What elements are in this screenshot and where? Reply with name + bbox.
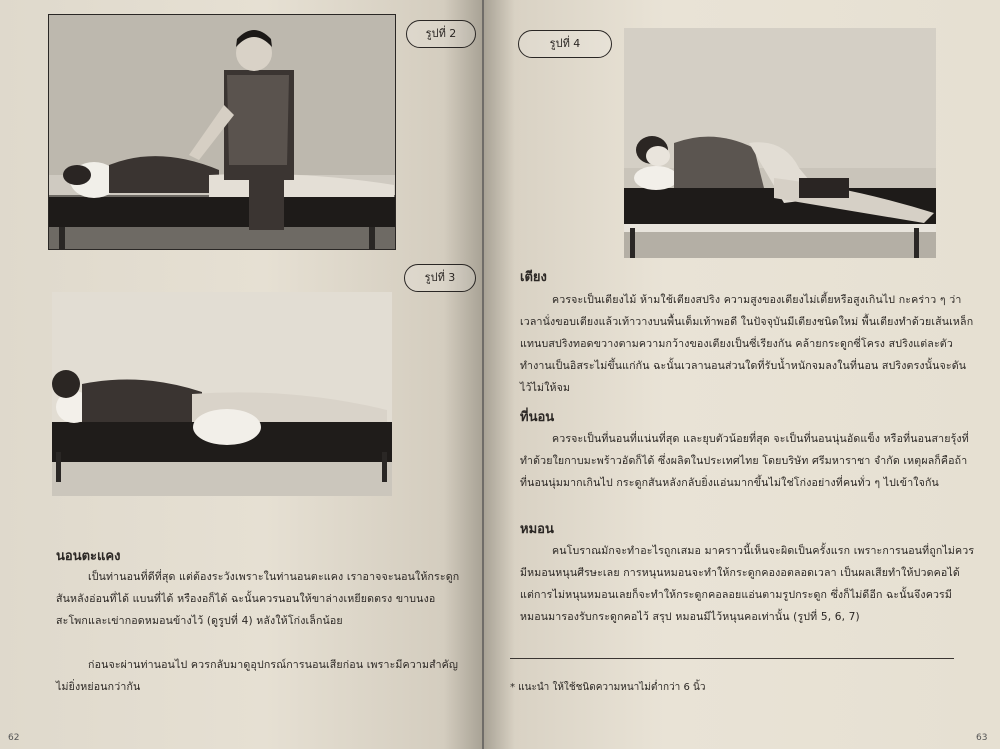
left-paragraph-2 xyxy=(56,654,462,698)
left-paragraph-1 xyxy=(56,566,462,632)
left-page-number: 62 xyxy=(8,733,20,743)
figure-4-label: รูปที่ 4 xyxy=(518,30,612,58)
left-paragraph-2-text: ก่อนจะผ่านท่านอนไป ควรกลับมาดูอุปกรณ์การนอนเสียก่อน เพราะมีความสำคัญไม่ยิ่งหย่อนกว่ากัน xyxy=(56,659,459,693)
figure-4-photo xyxy=(624,28,936,258)
mattress-paragraph xyxy=(520,428,976,494)
pillow-paragraph xyxy=(520,540,976,628)
figure-2-label: รูปที่ 2 xyxy=(406,20,476,48)
pillow-paragraph-text: คนโบราณมักจะทำอะไรถูกเสมอ มาคราวนี้เห็นจะผิดเป็นครั้งแรก เพราะการนอนที่ถูกไม่ควรมีหมอนหนุนศีรษะเลย การหนุนหมอนจะทำให้กระดูกคองอตลอดเวลา เป็นผลเสียทำให้ปวดคอได้ แต่การไม่หนุนหมอนเลยก็จะทำให้กระดูกคอลอยแอ่นตามรูปกระดูก ซึ่งก็ไม่ดีอีก ฉะนั้นจึงควรมีหมอนมารองรับกระดูกคอไว้ สรุป หมอนมีไว้หนุนคอเท่านั้น (รูปที่ 5, 6, 7) xyxy=(520,545,975,623)
footnote: * แนะนำ ให้ใช้ชนิดความหนาไม่ต่ำกว่า 6 นิ้ว xyxy=(510,682,706,693)
figure-2-photo xyxy=(48,14,396,250)
right-page xyxy=(484,0,1000,749)
bed-heading: เตียง xyxy=(520,270,547,285)
figure-4-image xyxy=(624,28,936,258)
figure-3-label: รูปที่ 3 xyxy=(404,264,476,292)
bed-paragraph-text: ควรจะเป็นเตียงไม้ ห้ามใช้เตียงสปริง ความสูงของเตียงไม่เตี้ยหรือสูงเกินไป กะคร่าว ๆ ว่าเวลานั่งขอบเตียงแล้วเท้าวางบนพื้นเต็มเท้าพอดี ในปัจจุบันมีเตียงชนิดใหม่ พื้นเตียงทำด้วยเส้นเหล็กแทนบสปริงทอดขวางตามความกว้างของเตียงเป็นซี่เรียงกัน คล้ายกระดูกซี่โครง สปริงแต่ละตัวทำงานเป็นอิสระไม่ขึ้นแก่กัน ฉะนั้นเวลานอนส่วนใดที่รับน้ำหนักจมลงในที่นอน สปริงตรงนั้นจะดันไว้ไม่ให้จม xyxy=(520,294,974,394)
section-heading-side-lying: นอนตะแคง xyxy=(56,549,121,564)
bed-paragraph xyxy=(520,289,976,399)
figure-3-image xyxy=(52,292,392,496)
footnote-divider xyxy=(510,658,954,659)
pillow-heading: หมอน xyxy=(520,522,554,537)
mattress-heading: ที่นอน xyxy=(520,410,555,425)
figure-3-photo xyxy=(52,292,392,496)
right-page-number: 63 xyxy=(976,733,988,743)
figure-2-image xyxy=(49,15,395,249)
left-paragraph-1-text: เป็นท่านอนที่ดีที่สุด แต่ต้องระวังเพราะในท่านอนตะแคง เราอาจจะนอนให้กระดูกสันหลังอ่อนที่ได้ แบนที่ได้ หรืองอก็ได้ ฉะนั้นควรนอนให้ขาล่างเหยียดตรง ขาบนงอ สะโพกและเข่ากอดหมอนข้างไว้ (ดูรูปที่ 4) หลังให้โก่งเล็กน้อย xyxy=(56,571,460,627)
mattress-paragraph-text: ควรจะเป็นที่นอนที่แน่นที่สุด และยุบตัวน้อยที่สุด จะเป็นที่นอนนุ่นอัดแข็ง หรือที่นอนสายรุ้งที่ทำด้วยใยกาบมะพร้าวอัดก็ได้ ซึ่งผลิตในประเทศไทย โดยบริษัท ศรีมหาราชา จำกัด เหตุผลก็คือถ้าที่นอนนุ่มมากเกินไป กระดูกสันหลังกลับยิ่งแอ่นมากขึ้นไม่ใช่โก่งอย่างที่คนทั่ว ๆ ไปเข้าใจกัน xyxy=(520,433,969,489)
left-page xyxy=(0,0,482,749)
